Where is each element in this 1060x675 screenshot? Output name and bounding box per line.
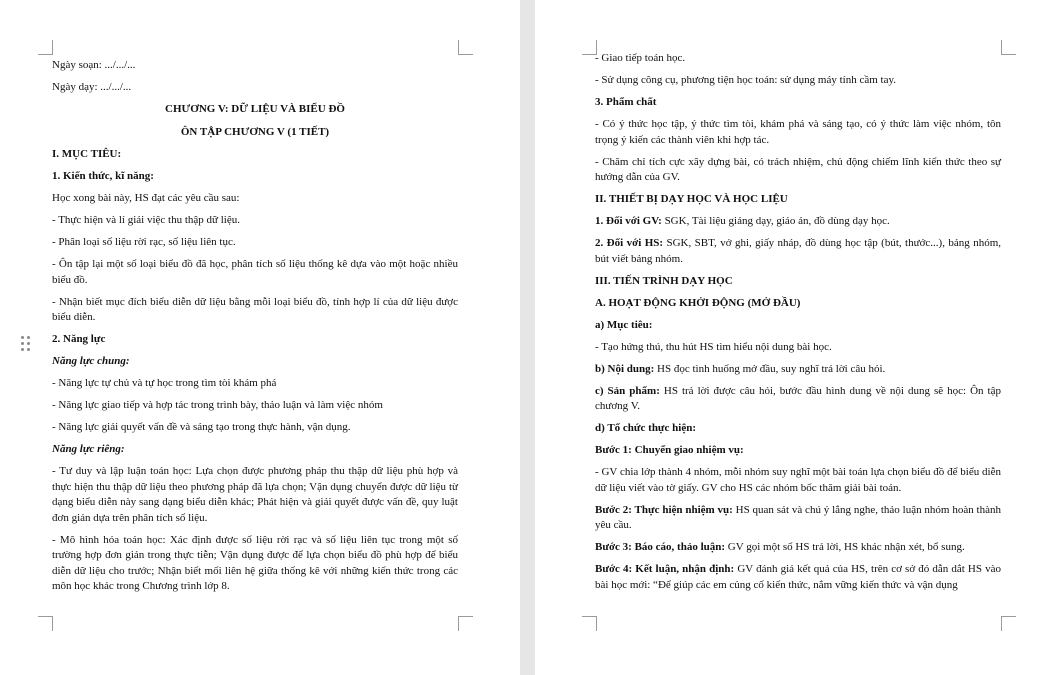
document-page-right xyxy=(535,0,1060,675)
margin-mark-bottom-left xyxy=(38,616,53,631)
general-competence-item: - Năng lực giải quyết vấn đề và sáng tạo trong thực hành, vận dụng. xyxy=(52,421,351,433)
step4-line xyxy=(595,562,1001,593)
product-line xyxy=(595,384,1001,415)
margin-mark-bottom-right xyxy=(458,616,473,631)
content-text: HS đọc tình huống mở đầu, suy nghĩ trả lời câu hỏi. xyxy=(654,362,886,375)
knowledge-item: - Ôn tập lại một số loại biểu đồ đã học, phân tích số liệu thống kê dựa vào một hoặc nhiều biểu đồ. xyxy=(52,258,458,286)
drag-handle-icon[interactable] xyxy=(21,336,31,352)
organization-label: d) Tổ chức thực hiện: xyxy=(595,422,697,434)
goal-label: a) Mục tiêu: xyxy=(595,318,653,331)
goal-text: - Tạo hứng thú, thu hút HS tìm hiểu nội dung bài học. xyxy=(595,340,832,353)
competence-item: - Sử dụng công cụ, phương tiện học toán: sử dụng máy tính cầm tay. xyxy=(595,74,896,86)
step4-label: Bước 4: Kết luận, nhận định: xyxy=(595,563,735,575)
page-text-right[interactable] xyxy=(595,51,1001,600)
specific-competence-item: - Mô hình hóa toán học: Xác định được số liệu rời rạc và số liệu liên tục trong một số trường hợp đơn giản trong thực tiễn; Vận dụng được để lựa chọn biểu đồ phù hợp để biểu diễn dữ liệu cho trước; Nhận biết mối liên hệ giữa thống kê với những kiến thức trong các môn học khác trong Chương trình lớp 8. xyxy=(52,533,458,592)
margin-mark-top-right xyxy=(1001,40,1016,55)
teacher-materials xyxy=(595,214,1001,230)
subheading-competence: 2. Năng lực xyxy=(52,333,106,345)
quality-item: - Có ý thức học tập, ý thức tìm tòi, khám phá và sáng tạo, có ý thức làm việc nhóm, tôn trọng ý kiến các thành viên khi hợp tác. xyxy=(595,118,1001,146)
teacher-text: SGK, Tài liệu giảng dạy, giáo án, đồ dùng dạy học. xyxy=(661,215,890,227)
step1-label: Bước 1: Chuyển giao nhiệm vụ: xyxy=(595,444,744,456)
margin-mark-top-right xyxy=(458,40,473,55)
date-taught: Ngày dạy: .../.../... xyxy=(52,81,132,93)
step2-text: HS quan sát và chú ý lắng nghe, thảo luận nhóm hoàn thành yêu cầu. xyxy=(595,503,1001,531)
document-page-left xyxy=(0,0,520,675)
margin-mark-bottom-right xyxy=(1001,616,1016,631)
knowledge-item: - Nhận biết mục đích biểu diễn dữ liệu bằng mỗi loại biểu đồ, tính hợp lí của dữ liệu được biểu diễn. xyxy=(52,295,458,323)
subheading-qualities: 3. Phẩm chất xyxy=(595,96,657,108)
step2-label: Bước 2: Thực hiện nhiệm vụ: xyxy=(595,503,733,516)
content-label: b) Nội dung: xyxy=(595,362,655,375)
section-heading-equipment: II. THIẾT BỊ DẠY HỌC VÀ HỌC LIỆU xyxy=(595,193,788,205)
margin-mark-bottom-left xyxy=(582,616,597,631)
page-text-left[interactable] xyxy=(52,58,458,601)
specific-competence-item: - Tư duy và lập luận toán học: Lựa chọn được phương pháp thu thập dữ liệu phù hợp và thực hiện thu thập dữ liệu theo phương pháp đã lựa chọn; Vận dụng chuyển được dữ liệu từ dạng biểu diễn này sang dạng biểu diễn khác; Phát hiện và giải quyết được vấn đề, quy luật đơn giản dựa trên phân tích số liệu. xyxy=(52,465,458,524)
step3-label: Bước 3: Báo cáo, thảo luận: xyxy=(595,541,726,553)
specific-competence-heading: Năng lực riêng: xyxy=(52,443,125,455)
competence-item: - Giao tiếp toán học. xyxy=(595,52,686,64)
general-competence-item: - Năng lực tự chủ và tự học trong tìm tòi khám phá xyxy=(52,377,277,389)
section-heading-objectives: I. MỤC TIÊU: xyxy=(52,148,122,160)
intro-text: Học xong bài này, HS đạt các yêu cầu sau: xyxy=(52,192,240,204)
step4-text: GV đánh giá kết quả của HS, trên cơ sở đó dẫn dắt HS vào bài học mới: “Để giúp các em củng cố kiến thức, nắm vững kiến thức và vận dụng xyxy=(595,563,1001,591)
knowledge-item: - Thực hiện và lí giải việc thu thập dữ liệu. xyxy=(52,214,240,226)
teacher-label: 1. Đối với GV: xyxy=(595,215,662,227)
chapter-title: CHƯƠNG V: DỮ LIỆU VÀ BIỂU ĐỒ xyxy=(165,103,345,115)
section-heading-process: III. TIẾN TRÌNH DẠY HỌC xyxy=(595,274,733,287)
step3-line xyxy=(595,540,1001,556)
date-prepared: Ngày soạn: .../.../... xyxy=(52,59,136,71)
student-materials xyxy=(595,236,1001,267)
general-competence-item: - Năng lực giao tiếp và hợp tác trong trình bày, thảo luận và làm việc nhóm xyxy=(52,399,383,411)
step2-line xyxy=(595,503,1001,534)
content-line xyxy=(595,362,1001,378)
quality-item: - Chăm chỉ tích cực xây dựng bài, có trách nhiệm, chủ động chiếm lĩnh kiến thức theo sự hướng dẫn của GV. xyxy=(595,155,1001,183)
student-text: SGK, SBT, vở ghi, giấy nháp, đồ dùng học tập (bút, thước...), bảng nhóm, bút viết bảng nhóm. xyxy=(595,237,1001,265)
step1-text: - GV chia lớp thành 4 nhóm, mỗi nhóm suy nghĩ một bài toán lựa chọn biểu đồ để biểu diễn dữ liệu viết vào tờ giấy. GV cho HS các nhóm bốc thăm giải bài toán. xyxy=(595,466,1001,494)
general-competence-heading: Năng lực chung: xyxy=(52,355,130,367)
lesson-title: ÔN TẬP CHƯƠNG V (1 TIẾT) xyxy=(180,125,330,138)
subheading-knowledge: 1. Kiến thức, kĩ năng: xyxy=(52,170,154,182)
activity-heading: A. HOẠT ĐỘNG KHỞI ĐỘNG (MỞ ĐẦU) xyxy=(595,296,801,309)
margin-mark-top-left xyxy=(38,40,53,55)
knowledge-item: - Phân loại số liệu rời rạc, số liệu liên tục. xyxy=(52,236,236,248)
product-text: HS trả lời được câu hỏi, bước đầu hình dung về nội dung sẽ học: Ôn tập chương V. xyxy=(595,384,1001,412)
student-label: 2. Đối với HS: xyxy=(595,237,664,249)
step3-text: GV gọi một số HS trả lời, HS khác nhận xét, bổ sung. xyxy=(725,541,965,553)
product-label: c) Sản phẩm: xyxy=(595,384,660,397)
